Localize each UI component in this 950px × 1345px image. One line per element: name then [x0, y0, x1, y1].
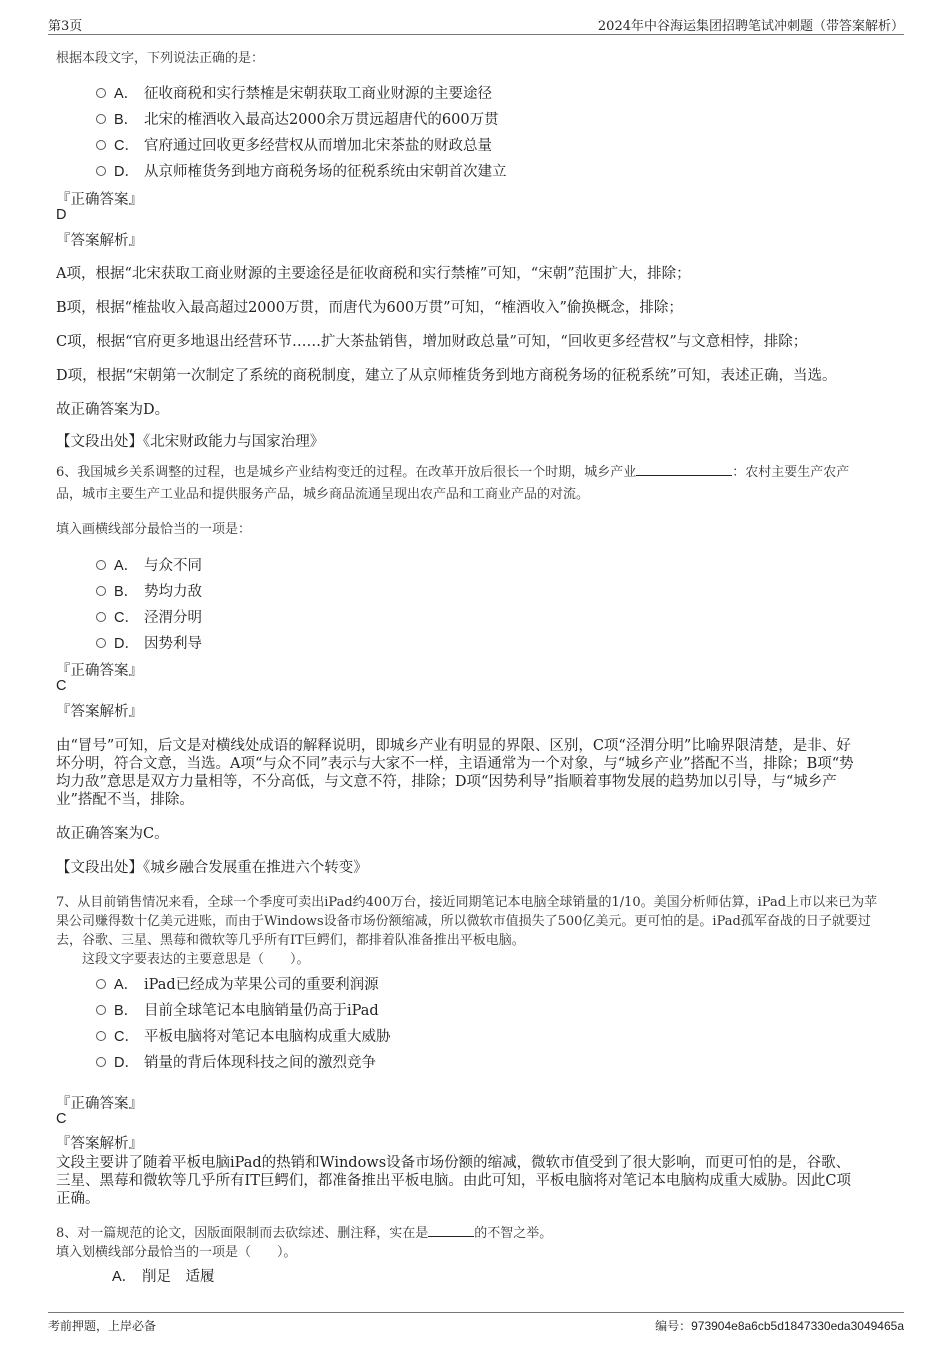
radio-icon[interactable] [96, 140, 106, 150]
q6-analysis-label: 『答案解析』 [56, 704, 143, 720]
radio-icon[interactable] [96, 166, 106, 176]
fill-blank [636, 463, 732, 476]
q5-analysis-d: D项，根据“宋朝第一次制定了系统的商税制度，建立了从京师榷货务到地方商税务场的征税系统”可知，表述正确，当选。 [56, 368, 837, 384]
radio-icon[interactable] [96, 612, 106, 622]
document-title: 2024年中谷海运集团招聘笔试冲刺题（带答案解析） [597, 19, 904, 34]
q7-answer-label: 『正确答案』 [56, 1096, 143, 1112]
q7-option-b[interactable]: B． 目前全球笔记本电脑销量仍高于iPad [96, 999, 379, 1019]
document-code: 编号：973904e8a6cb5d1847330eda3049465a [655, 1319, 904, 1333]
radio-icon[interactable] [96, 88, 106, 98]
q5-answer: D [56, 207, 67, 223]
q6-answer: C [56, 678, 67, 694]
fill-blank [428, 1224, 474, 1237]
q6-answer-label: 『正确答案』 [56, 663, 143, 679]
radio-icon[interactable] [96, 114, 106, 124]
q5-source: 【文段出处】《北宋财政能力与国家治理》 [56, 434, 325, 450]
q5-prompt: 根据本段文字，下列说法正确的是： [56, 51, 265, 66]
q6-prompt: 填入画横线部分最恰当的一项是： [56, 522, 252, 537]
q6-stem: 6、我国城乡关系调整的过程，也是城乡产业结构变迁的过程。在改革开放后很长一个时期，城乡产业 ：农村主要生产农产 品，城市主要生产工业品和提供服务产品，城乡商品流通呈现出农产品和工商业产品的对流。 [56, 465, 850, 502]
q5-option-c[interactable]: C． 官府通过回收更多经营权从而增加北宋茶盐的财政总量 [96, 134, 492, 154]
q7-option-d[interactable]: D． 销量的背后体现科技之间的激烈竞争 [96, 1051, 376, 1071]
q6-option-a[interactable]: A． 与众不同 [96, 554, 202, 574]
q7-option-c[interactable]: C． 平板电脑将对笔记本电脑构成重大威胁 [96, 1025, 391, 1045]
q5-analysis-c: C项，根据“官府更多地退出经营环节……扩大茶盐销售，增加财政总量”可知，“回收更多经营权”与文意相悖，排除； [56, 334, 808, 350]
q6-option-c[interactable]: C． 泾渭分明 [96, 606, 202, 626]
q6-source: 【文段出处】《城乡融合发展重在推进六个转变》 [56, 860, 368, 876]
q6-option-d[interactable]: D． 因势利导 [96, 632, 202, 652]
radio-icon[interactable] [96, 979, 106, 989]
page-number: 第3页 [48, 19, 83, 34]
q6-analysis-line: 由“冒号”可知，后文是对横线处成语的解释说明，即城乡产业有明显的界限、区别，C项“泾渭分明”比喻界限清楚，是非、好 [56, 738, 851, 754]
q7-analysis-line: 文段主要讲了随着平板电脑iPad的热销和Windows设备市场份额的缩减，微软市值受到了很大影响，而更可怕的是，谷歌、 [56, 1155, 851, 1171]
q5-analysis-a: A项，根据“北宋获取工商业财源的主要途径是征收商税和实行禁榷”可知，“宋朝”范围扩大，排除； [56, 266, 691, 282]
q7-analysis-line: 三星、黑莓和微软等几乎所有IT巨鳄们，都准备推出平板电脑。由此可知，平板电脑将对笔记本电脑构成重大威胁。因此C项 [56, 1173, 851, 1189]
q7-option-a[interactable]: A． iPad已经成为苹果公司的重要利润源 [96, 973, 379, 993]
q5-answer-label: 『正确答案』 [56, 192, 143, 208]
q6-analysis-line: 坏分明，符合文意，当选。A项“与众不同”表示与大家不一样，主语通常为一个对象，与“城乡产业”搭配不当，排除；B项“势 [56, 756, 854, 772]
q7-answer: C [56, 1111, 67, 1127]
q7-stem-question: 这段文字要表达的主要意思是（ ）。 [56, 952, 310, 967]
radio-icon[interactable] [96, 1031, 106, 1041]
page-header [48, 14, 904, 35]
q8-option-a[interactable]: A． 削足 适履 [112, 1269, 215, 1285]
q5-conclusion: 故正确答案为D。 [56, 402, 170, 418]
footer-slogan: 考前押题，上岸必备 [48, 1319, 157, 1333]
q8-stem: 8、对一篇规范的论文，因版面限制而去砍综述、删注释，实在是 的不智之举。 [56, 1226, 553, 1241]
radio-icon[interactable] [96, 586, 106, 596]
q6-option-b[interactable]: B． 势均力敌 [96, 580, 202, 600]
radio-icon[interactable] [96, 1057, 106, 1067]
q6-analysis-line: 均力敌”意思是双方力量相等，不分高低，与文意不符，排除；D项“因势利导”指顺着事物发展的趋势加以引导，与“城乡产 [56, 774, 837, 790]
q6-analysis-line: 业”搭配不当，排除。 [56, 792, 194, 808]
q7-stem-line: 去，谷歌、三星、黑莓和微软等几乎所有IT巨鳄们，都排着队准备推出平板电脑。 [56, 933, 525, 948]
radio-icon[interactable] [96, 560, 106, 570]
q7-analysis-line: 正确。 [56, 1191, 100, 1207]
radio-icon[interactable] [96, 1005, 106, 1015]
radio-icon[interactable] [96, 638, 106, 648]
page-footer [48, 1312, 904, 1335]
q7-stem-line: 7、从目前销售情况来看，全球一个季度可卖出iPad约400万台，接近同期笔记本电脑全球销量的1/10。美国分析师估算，iPad上市以来已为苹 [56, 895, 878, 910]
q8-prompt: 填入划横线部分最恰当的一项是（ ）。 [56, 1245, 297, 1260]
q5-analysis-b: B项，根据“榷盐收入最高超过2000万贯，而唐代为600万贯”可知，“榷酒收入”偷换概念，排除； [56, 300, 683, 316]
q5-option-b[interactable]: B． 北宋的榷酒收入最高达2000余万贯远超唐代的600万贯 [96, 108, 499, 128]
q5-option-d[interactable]: D． 从京师榷货务到地方商税务场的征税系统由宋朝首次建立 [96, 160, 507, 180]
q7-analysis-label: 『答案解析』 [56, 1136, 143, 1152]
q5-analysis-label: 『答案解析』 [56, 233, 143, 249]
q6-conclusion: 故正确答案为C。 [56, 826, 169, 842]
q7-stem-line: 果公司赚得数十亿美元进账，而由于Windows设备市场份额缩减，所以微软市值损失了500亿美元。更可怕的是。iPad孤军奋战的日子就要过 [56, 914, 871, 929]
q5-option-a[interactable]: A． 征收商税和实行禁榷是宋朝获取工商业财源的主要途径 [96, 82, 492, 102]
